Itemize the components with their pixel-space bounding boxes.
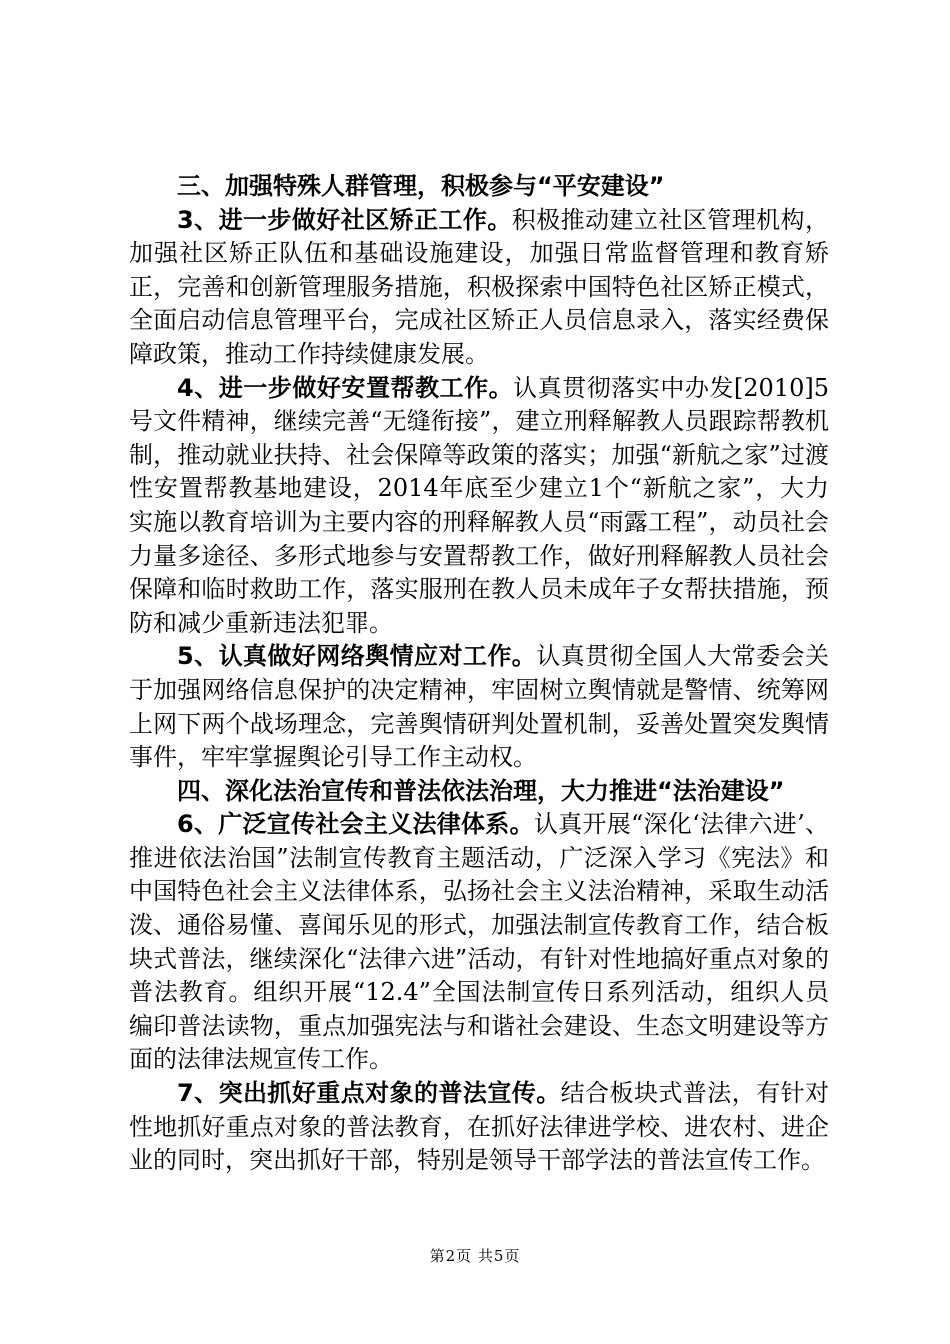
item-4-lead: 4、进一步做好安置帮教工作。 <box>177 373 514 402</box>
paragraph-item-5 <box>129 640 829 774</box>
section-heading-4: 四、深化法治宣传和普法依法治理，大力推进“法治建设” <box>177 776 785 805</box>
item-5-lead: 5、认真做好网络舆情应对工作。 <box>177 642 537 671</box>
paragraph-item-6 <box>129 808 829 1077</box>
document-page <box>129 170 829 1178</box>
item-3-lead: 3、进一步做好社区矫正工作。 <box>177 205 512 234</box>
item-7-lead: 7、突出抓好重点对象的普法宣传。 <box>177 1079 561 1108</box>
item-6-body: 认真开展“深化‘法律六进’、推进依法治国”法制宣传教育主题活动，广泛深入学习《宪法》和中国特色社会主义法律体系，弘扬社会主义法治精神，采取生动活泼、通俗易懂、喜闻乐见的形式，加强法制宣传教育工作，结合板块式普法，继续深化“法律六进”活动，有针对性地搞好重点对象的普法教育。组织开展“12.4”全国法制宣传日系列活动，组织人员编印普法读物，重点加强宪法与和谐社会建设、生态文明建设等方面的法律法规宣传工作。 <box>129 810 829 1074</box>
item-4-body: 认真贯彻落实中办发[2010]5号文件精神，继续完善“无缝衔接”，建立刑释解教人员跟踪帮教机制，推动就业扶持、社会保障等政策的落实；加强“新航之家”过渡性安置帮教基地建设，2014年底至少建立1个“新航之家”，大力实施以教育培训为主要内容的刑释解教人员“雨露工程”，动员社会力量多途径、多形式地参与安置帮教工作，做好刑释解教人员社会保障和临时救助工作，落实服刑在教人员未成年子女帮扶措施，预防和减少重新违法犯罪。 <box>129 373 829 637</box>
paragraph-item-4 <box>129 372 829 641</box>
paragraph-item-3 <box>129 204 829 372</box>
paragraph-item-7 <box>129 1077 829 1178</box>
item-7-body: 结合板块式普法，有针对性地抓好重点对象的普法教育，在抓好法律进学校、进农村、进企业的同时，突出抓好干部，特别是领导干部学法的普法宣传工作。 <box>129 1079 830 1175</box>
section-heading-3: 三、加强特殊人群管理，积极参与“平安建设” <box>177 172 665 200</box>
page-footer: 第2页 共5页 <box>429 1247 521 1265</box>
item-5-body: 认真贯彻全国人大常委会关于加强网络信息保护的决定精神，牢固树立舆情就是警情、统筹网上网下两个战场理念，完善舆情研判处置机制，妥善处置突发舆情事件，牢牢掌握舆论引导工作主动权。 <box>129 642 829 772</box>
item-3-body: 积极推动建立社区管理机构，加强社区矫正队伍和基础设施建设，加强日常监督管理和教育矫正，完善和创新管理服务措施，积极探索中国特色社区矫正模式，全面启动信息管理平台，完成社区矫正人员信息录入，落实经费保障政策，推动工作持续健康发展。 <box>129 205 829 368</box>
item-6-lead: 6、广泛宣传社会主义法律体系。 <box>177 810 534 839</box>
